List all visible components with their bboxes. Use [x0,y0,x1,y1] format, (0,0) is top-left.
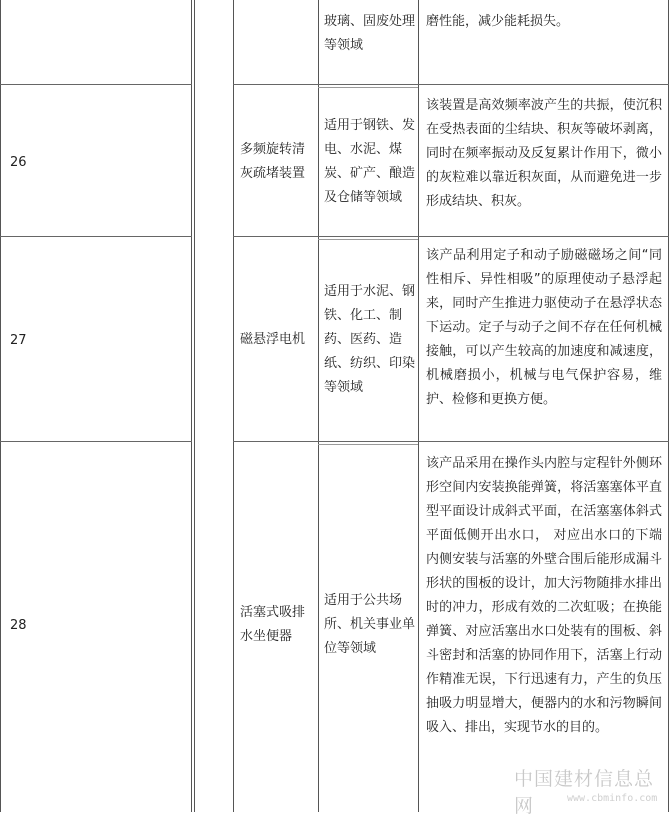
column-divider [233,0,234,812]
row-number: 27 [10,332,27,348]
description-cell: 该装置是高效频率波产生的共振，使沉积在受热表面的尘结块、积灰等破坏剥离，同时在频率振动及反复累计作用下，微小的灰粒难以靠近积灰面，从而避免进一步形成结块、积灰。 [426,98,662,209]
product-name: 多频旋转清灰疏堵装置 [240,142,306,181]
row-divider [233,441,669,442]
product-name: 活塞式吸排水坐便器 [240,605,306,644]
row-divider [0,441,192,442]
column-divider [318,0,319,812]
field-cell: 适用于公共场所、机关事业单位等领域 [324,593,416,656]
description-cell: 该产品利用定子和动子励磁磁场之间“同性相斥、异性相吸”的原理使动子悬浮起来，同时产生推进力驱使动子在悬浮状态下运动。定子与动子之间不存在任何机械接触，可以产生较高的加速度和减速度，机械磨损小，机械与电气保护容易，维护、检修和更换方便。 [426,248,662,407]
field-cell: 玻璃、固废处理等领域 [324,14,416,53]
table-border-right [668,0,669,812]
description-cell: 磨性能，减少能耗损失。 [426,14,570,29]
watermark-url: www.cbminfo.com [567,793,658,804]
row-divider [0,84,192,85]
row-number: 28 [10,617,27,633]
row-divider [0,236,192,237]
column-divider [191,0,192,812]
row-number: 26 [10,154,27,170]
row-divider [233,84,669,85]
description-cell: 该产品采用在操作头内腔与定程针外侧环形空间内安装换能弹簧，将活塞塞体平直型平面设计成斜式平面，在活塞塞体斜式平面低侧开出水口， 对应出水口的下端内侧安装与活塞的外壁合围后能形成漏斗形状的围板的设计，加大污物随排水排出时的冲力，形成有效的二次虹吸；在换能弹簧、对应活塞出水口处装有的围板、斜斗密封和活塞的协同作用下，活塞上行动作精准无误，下行迅速有力，产生的负压抽吸力明显增大，便器内的水和污物瞬间吸入、排出，实现节水的目的。 [426,456,662,735]
table-border-left [0,0,1,812]
column-divider [194,0,195,812]
field-cell: 适用于钢铁、发电、水泥、煤炭、矿产、酿造及仓储等领域 [324,118,416,205]
column-divider [418,0,419,812]
product-name: 磁悬浮电机 [240,332,306,347]
field-cell: 适用于水泥、钢铁、化工、制药、医药、造纸、纺织、印染等领域 [324,284,416,395]
watermark-text: 中国建材信息总网 [514,768,655,817]
row-divider [233,236,669,237]
